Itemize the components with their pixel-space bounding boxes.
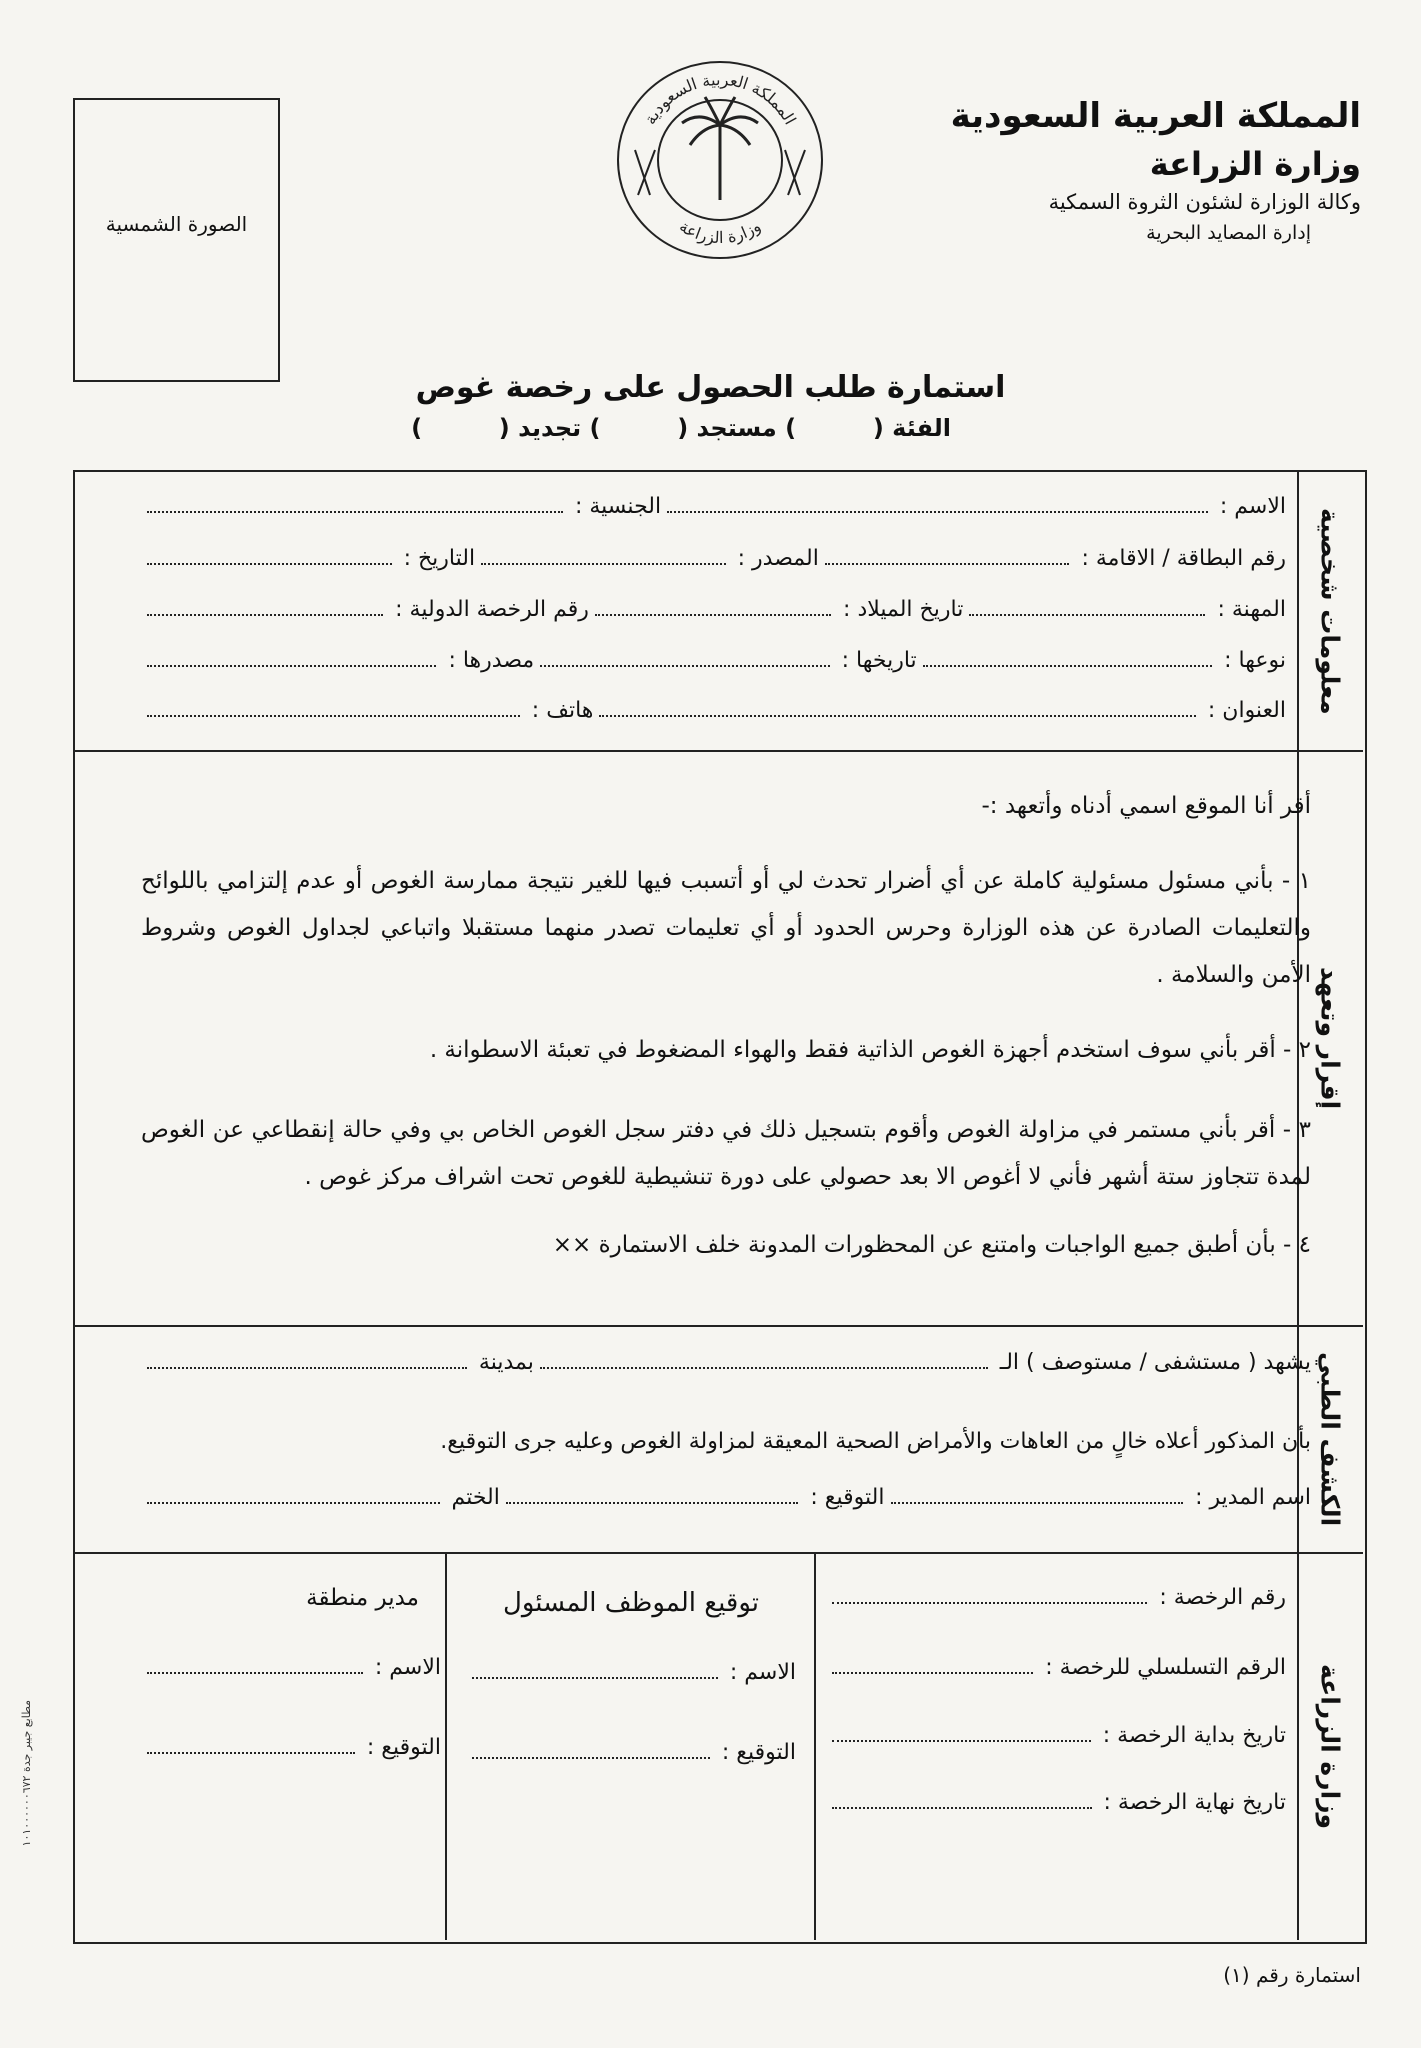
category-renew-label: ) تجديد ( <box>498 414 601 442</box>
form-title: استمارة طلب الحصول على رخصة غوص <box>415 370 1006 405</box>
occupation-label: المهنة : <box>1217 597 1286 622</box>
form-number: استمارة رقم (١) <box>1223 1963 1361 1987</box>
serial-number-field[interactable] <box>832 1672 1033 1674</box>
date-field[interactable] <box>147 563 392 565</box>
stamp-field[interactable] <box>147 1502 440 1504</box>
row-medical-director <box>141 1485 1311 1510</box>
row-manager-name <box>141 1655 441 1680</box>
personal-side-label: معلومات شخصية <box>1315 507 1345 715</box>
intl-license-field[interactable] <box>147 614 383 616</box>
start-date-label: تاريخ بداية الرخصة : <box>1102 1723 1286 1748</box>
address-field[interactable] <box>599 715 1195 717</box>
ministry-emblem <box>610 55 830 265</box>
row-manager-signature <box>141 1735 441 1760</box>
pledge-item-2: ٢ - أقر بأني سوف استخدم أجهزة الغوص الذاتية فقط والهواء المضغوط في تعبئة الاسطوانة . <box>429 1037 1311 1063</box>
photo-box-label: الصورة الشمسية <box>105 212 248 236</box>
row-license-number <box>826 1585 1286 1610</box>
ministry-side-label: وزارة الزراعة <box>1315 1664 1345 1830</box>
medical-signature-field[interactable] <box>506 1502 799 1504</box>
officer-signature-field[interactable] <box>472 1757 710 1759</box>
pledge-side-label: إقرار وتعهد <box>1315 967 1345 1110</box>
medical-side-label: الكشف الطبي <box>1315 1352 1345 1527</box>
id-number-label: رقم البطاقة / الاقامة : <box>1081 546 1286 571</box>
serial-number-label: الرقم التسلسلي للرخصة : <box>1045 1655 1286 1680</box>
issuer-label: مصدرها : <box>448 648 535 673</box>
medical-statement: بأن المذكور أعلاه خالٍ من العاهات والأمراض الصحية المعيقة لمزاولة الغوص وعليه جرى التوقيع. <box>440 1429 1311 1454</box>
medical-signature-label: التوقيع : <box>810 1485 885 1510</box>
birth-date-label: تاريخ الميلاد : <box>843 597 964 622</box>
city-label: بمدينة <box>478 1350 534 1375</box>
printer-note: مطابع جيبر جدة ١٠١٠٠٠٠٠٠٦٧٢ <box>20 1700 33 1847</box>
category-new-label: ) مستجد ( <box>677 414 797 442</box>
end-date-label: تاريخ نهاية الرخصة : <box>1103 1790 1286 1815</box>
palm-tree-icon <box>682 97 758 200</box>
section-divider-2 <box>73 1325 1363 1327</box>
pledge-item-1: ١ - بأني مسئول مسئولية كاملة عن أي أضرار تحدث لي أو أتسبب فيها للغير نتيجة ممارسة الغوص أو عدم إلتزامي باللوائح والتعليمات الصادرة عن هذه الوزارة وحرس الحدود أو أي تعليمات تصدر منهما مستقبلا واتباعي لجداول الغوص وشروط الأمن والسلامة . <box>141 868 1311 988</box>
section-divider-1 <box>73 750 1363 752</box>
issuer-field[interactable] <box>147 665 436 667</box>
agency-name: وكالة الوزارة لشئون الثروة السمكية <box>1048 190 1361 214</box>
row-serial-number <box>826 1655 1286 1680</box>
row-medical-witness <box>141 1350 1311 1375</box>
category-close: ) <box>411 414 423 442</box>
hospital-field[interactable] <box>540 1367 988 1369</box>
date-label: التاريخ : <box>403 546 476 571</box>
row-end-date <box>826 1790 1286 1815</box>
phone-field[interactable] <box>147 715 520 717</box>
category-line <box>411 414 951 442</box>
emblem-bottom-text: وزارة الزراعة <box>676 216 764 248</box>
intl-license-label: رقم الرخصة الدولية : <box>395 597 589 622</box>
manager-name-label: الاسم : <box>374 1655 441 1680</box>
stamp-label: الختم <box>451 1485 500 1510</box>
row-license-type <box>141 648 1286 673</box>
officer-name-field[interactable] <box>472 1677 718 1679</box>
photo-box[interactable] <box>73 98 280 382</box>
nationality-label: الجنسية : <box>574 494 662 519</box>
issue-date-field[interactable] <box>540 665 829 667</box>
officer-title: توقيع الموظف المسئول <box>502 1588 760 1618</box>
category-label: الفئة ( <box>872 414 951 442</box>
ministry-col-divider-1 <box>814 1552 816 1940</box>
issue-date-label: تاريخها : <box>841 648 917 673</box>
emblem-top-text: المملكة العربية السعودية <box>640 69 800 128</box>
occupation-field[interactable] <box>969 614 1205 616</box>
row-address <box>141 698 1286 723</box>
end-date-field[interactable] <box>832 1807 1092 1809</box>
kingdom-name: المملكة العربية السعودية <box>950 96 1361 136</box>
ministry-col-divider-2 <box>445 1552 447 1940</box>
pledge-intro: أقر أنا الموقع اسمي أدناه وأتعهد :- <box>981 793 1311 819</box>
director-field[interactable] <box>891 1502 1184 1504</box>
name-field[interactable] <box>667 511 1208 513</box>
name-label: الاسم : <box>1219 494 1286 519</box>
director-label: اسم المدير : <box>1195 1485 1311 1510</box>
ministry-name: وزارة الزراعة <box>1149 145 1361 183</box>
type-label: نوعها : <box>1224 648 1286 673</box>
source-field[interactable] <box>481 563 726 565</box>
id-number-field[interactable] <box>825 563 1070 565</box>
manager-signature-field[interactable] <box>147 1752 355 1754</box>
row-occupation <box>141 597 1286 622</box>
phone-label: هاتف : <box>531 698 594 723</box>
manager-name-field[interactable] <box>147 1672 363 1674</box>
officer-name-label: الاسم : <box>729 1660 796 1685</box>
manager-signature-label: التوقيع : <box>366 1735 441 1760</box>
witness-label: يشهد ( مستشفى / مستوصف ) الـ <box>999 1350 1311 1375</box>
row-id <box>141 546 1286 571</box>
row-name <box>141 494 1286 519</box>
city-field[interactable] <box>147 1367 467 1369</box>
license-number-label: رقم الرخصة : <box>1159 1585 1286 1610</box>
address-label: العنوان : <box>1207 698 1286 723</box>
row-officer-signature <box>466 1740 796 1765</box>
department-name: إدارة المصايد البحرية <box>1146 222 1311 244</box>
pledge-item-3: ٣ - أقر بأني مستمر في مزاولة الغوص وأقوم بتسجيل ذلك في دفتر سجل الغوص الخاص بي وفي حالة إنقطاعي عن الغوص لمدة تتجاوز ستة أشهر فأني لا أغوص الا بعد حصولي على دورة تنشيطية للغوص تحت اشراف مركز غوص . <box>141 1117 1311 1190</box>
type-field[interactable] <box>923 665 1212 667</box>
license-number-field[interactable] <box>832 1602 1147 1604</box>
pledge-item-4: ٤ - بأن أطبق جميع الواجبات وامتنع عن المحظورات المدونة خلف الاستمارة ×× <box>552 1232 1311 1258</box>
manager-title: مدير منطقة <box>306 1585 419 1611</box>
nationality-field[interactable] <box>147 511 563 513</box>
row-start-date <box>826 1723 1286 1748</box>
source-label: المصدر : <box>737 546 819 571</box>
row-officer-name <box>466 1660 796 1685</box>
start-date-field[interactable] <box>832 1740 1091 1742</box>
section-divider-3 <box>73 1552 1363 1554</box>
birth-date-field[interactable] <box>595 614 831 616</box>
officer-signature-label: التوقيع : <box>721 1740 796 1765</box>
